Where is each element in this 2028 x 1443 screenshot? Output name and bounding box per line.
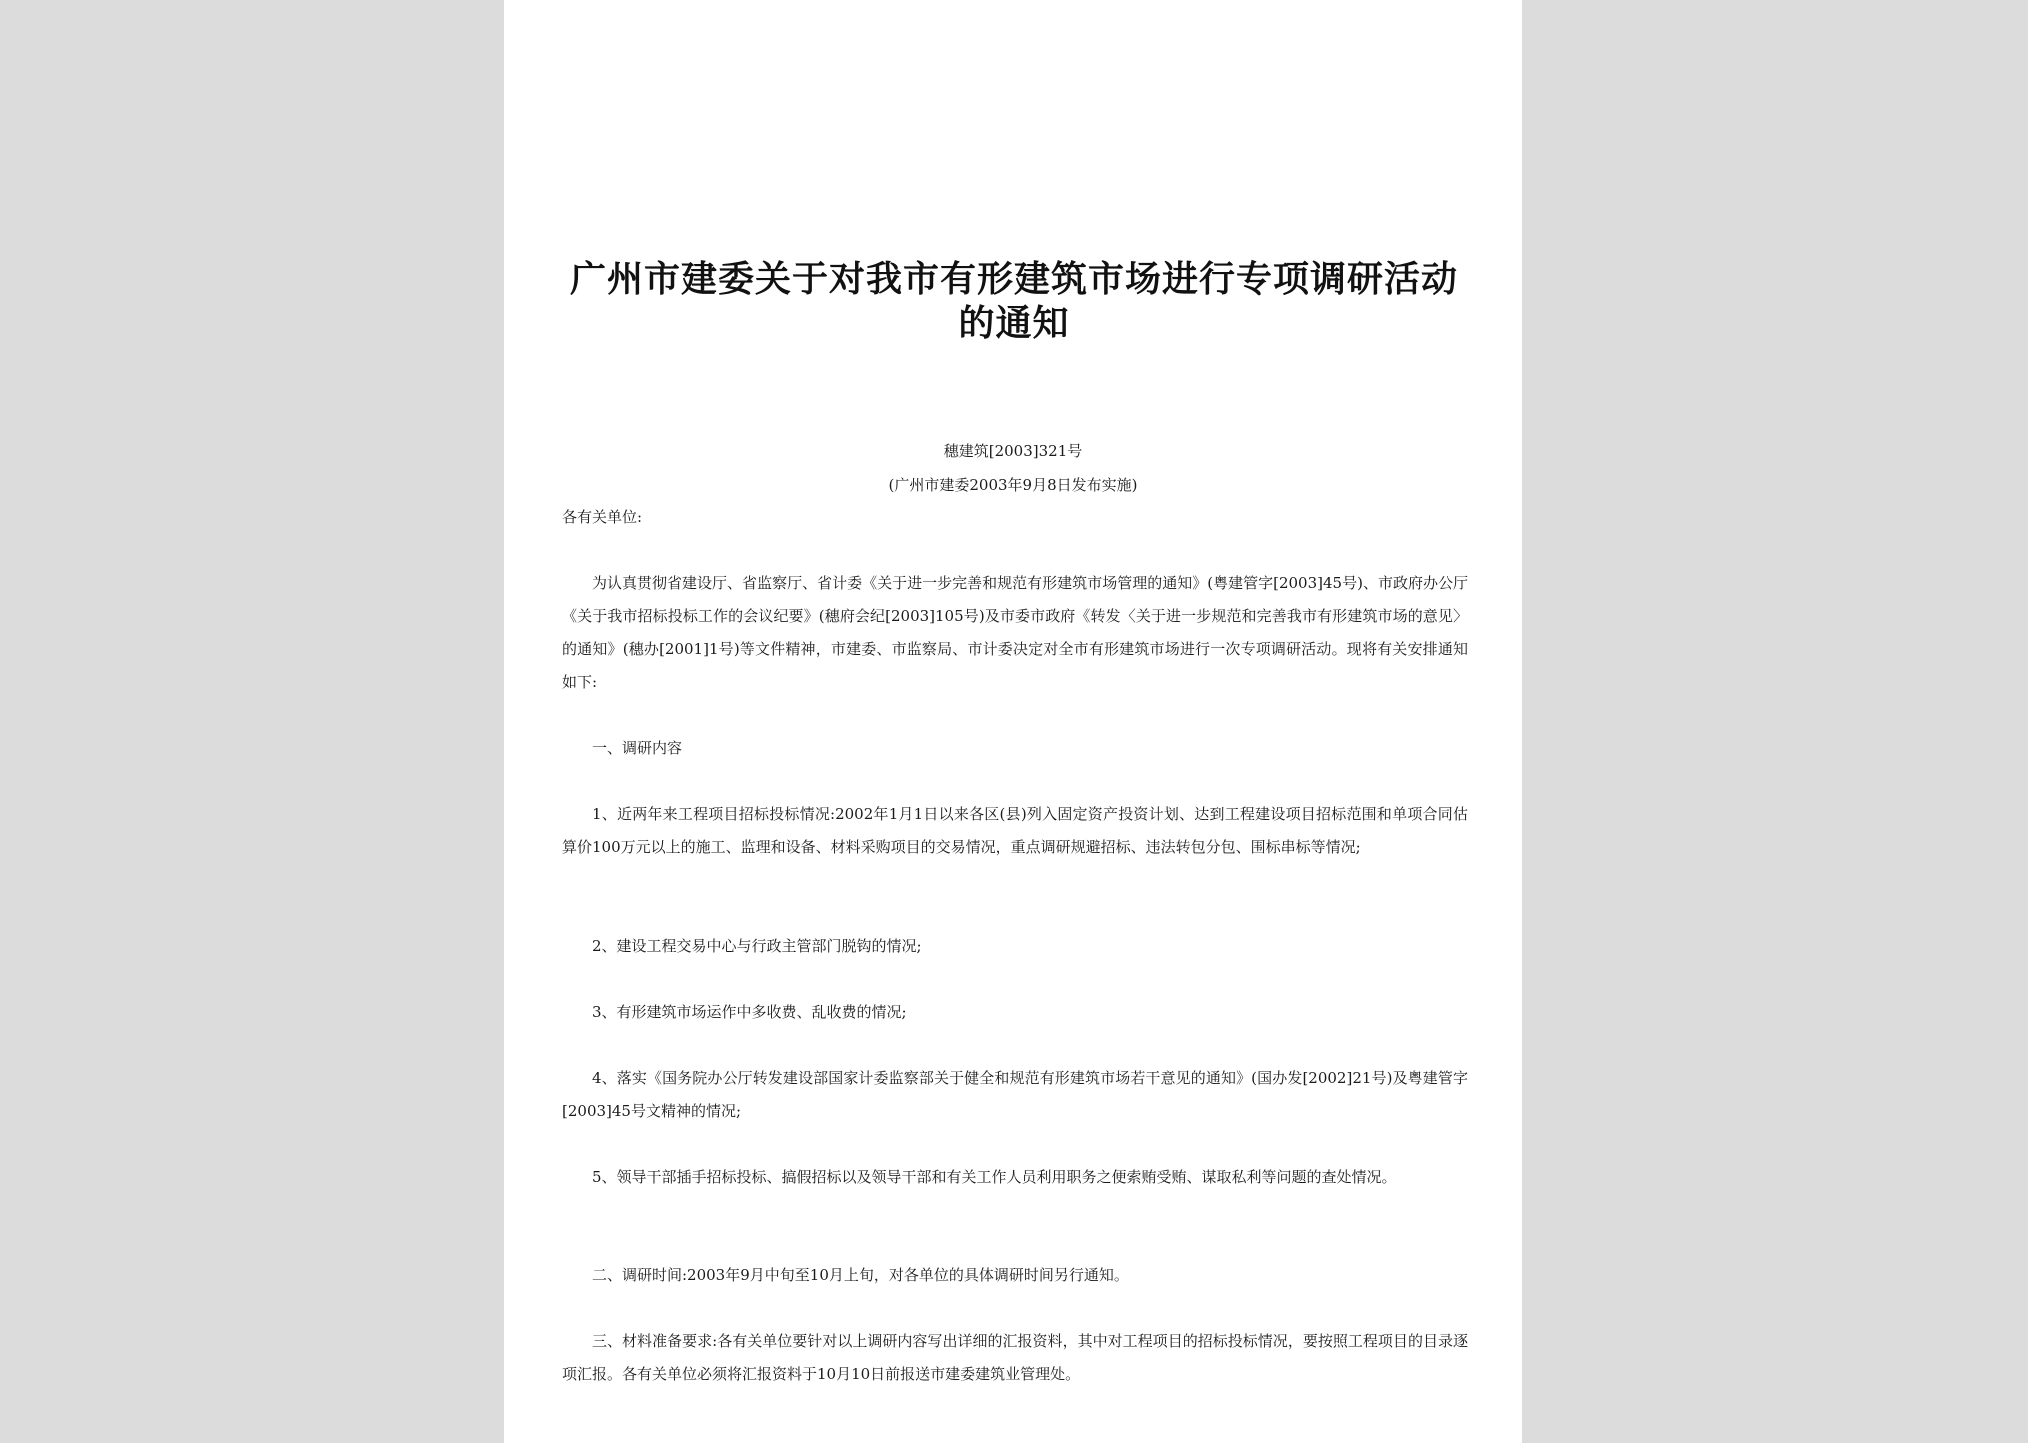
item-5-paragraph: 5、领导干部插手招标投标、搞假招标以及领导干部和有关工作人员利用职务之便索贿受贿、谋取私利等问题的查处情况。 bbox=[592, 1168, 1397, 1186]
document-number: 穗建筑[2003]321号 bbox=[943, 442, 1083, 460]
section-2-paragraph: 二、调研时间:2003年9月中旬至10月上旬，对各单位的具体调研时间另行通知。 bbox=[592, 1266, 1129, 1284]
section-1-heading: 一、调研内容 bbox=[592, 739, 683, 757]
item-2-paragraph: 2、建设工程交易中心与行政主管部门脱钩的情况; bbox=[592, 937, 922, 955]
item-1-paragraph: 1、近两年来工程项目招标投标情况:2002年1月1日以来各区(县)列入固定资产投资计划、达到工程建设项目招标范围和单项合同估算价100万元以上的施工、监理和设备、材料采购项目的交易情况，重点调研规避招标、违法转包分包、围标串标等情况; bbox=[562, 805, 1468, 856]
section-3-paragraph: 三、材料准备要求:各有关单位要针对以上调研内容写出详细的汇报资料，其中对工程项目的招标投标情况，要按照工程项目的目录逐项汇报。各有关单位必须将汇报资料于10月10日前报送市建委建筑业管理处。 bbox=[562, 1332, 1468, 1383]
salutation: 各有关单位: bbox=[562, 508, 643, 526]
item-4-paragraph: 4、落实《国务院办公厅转发建设部国家计委监察部关于健全和规范有形建筑市场若干意见的通知》(国办发[2002]21号)及粤建管字[2003]45号文精神的情况; bbox=[562, 1069, 1468, 1120]
document-title-line-2: 的通知 bbox=[958, 303, 1070, 344]
item-3-paragraph: 3、有形建筑市场运作中多收费、乱收费的情况; bbox=[592, 1003, 907, 1021]
issue-date-note: (广州市建委2003年9月8日发布实施) bbox=[888, 476, 1138, 494]
document-title-line-1: 广州市建委关于对我市有形建筑市场进行专项调研活动 bbox=[569, 259, 1458, 300]
intro-paragraph: 为认真贯彻省建设厅、省监察厅、省计委《关于进一步完善和规范有形建筑市场管理的通知》(粤建管字[2003]45号)、市政府办公厅《关于我市招标投标工作的会议纪要》(穗府会纪[2003]105号)及市委市政府《转发〈关于进一步规范和完善我市有形建筑市场的意见〉的通知》(穗办[2001]1号)等文件精神，市建委、市监察局、市计委决定对全市有形建筑市场进行一次专项调研活动。现将有关安排通知如下: bbox=[562, 574, 1468, 691]
document-title bbox=[544, 258, 1484, 346]
document-page bbox=[504, 0, 1522, 1443]
